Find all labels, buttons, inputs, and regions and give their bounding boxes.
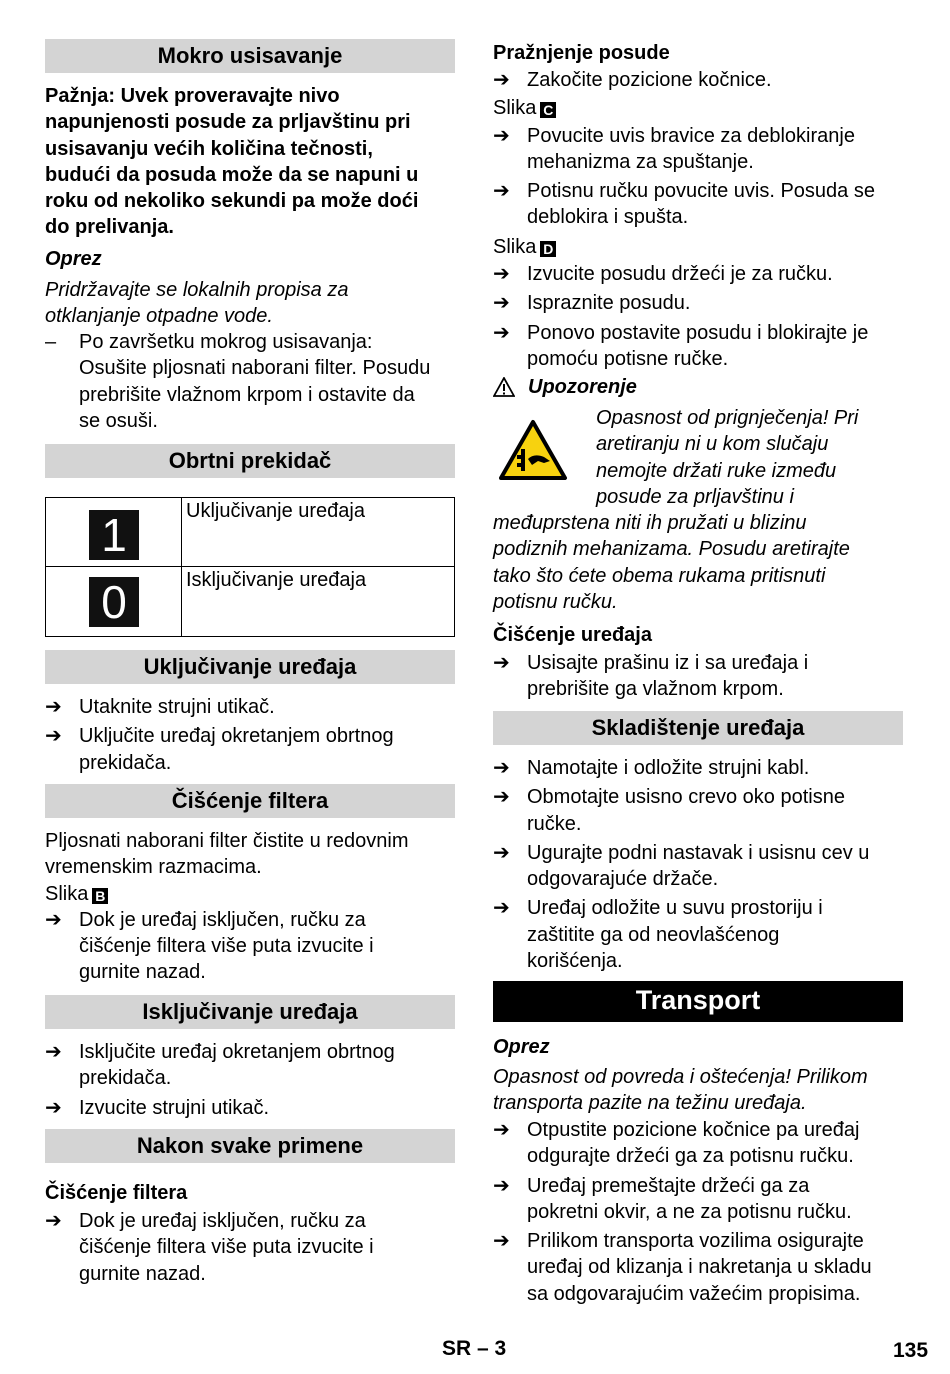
warning-triangle-icon — [493, 377, 515, 397]
list-item: ➔ Namotajte i odložite strujni kabl. — [493, 755, 903, 781]
arrow-icon: ➔ — [45, 1041, 62, 1063]
arrow-icon: ➔ — [493, 69, 510, 91]
list-item: ➔ Utaknite strujni utikač. — [45, 694, 455, 720]
list-item: ➔ Dok je uređaj isključen, ručku za čišćenje filtera više puta izvucite i gurnite nazad. — [45, 908, 374, 984]
arrow-icon: ➔ — [493, 263, 510, 286]
dash-marker: – — [45, 331, 57, 353]
heading-transport: Transport — [493, 981, 903, 1022]
crush-hazard-icon — [498, 419, 568, 481]
figure-ref-c: Slika C — [493, 95, 903, 121]
arrow-icon: ➔ — [493, 1174, 510, 1197]
arrow-icon: ➔ — [493, 321, 510, 344]
list-item: ➔ Usisajte prašinu iz i sa uređaja i prebrišite ga vlažnom krpom. — [493, 652, 809, 701]
filter-text: Pljosnati naborani filter čistite u redovnim vremenskim razmacima. Slika B ➔ Dok je uređaj isključen, ručku za čišćenje filtera više puta izvucite i gurnite nazad. — [45, 828, 455, 986]
empty-list-1 — [493, 67, 903, 372]
figure-ref-b: Slika B — [45, 881, 455, 907]
figure-letter-icon: D — [540, 241, 556, 257]
list-item: ➔ Obmotajte usisno crevo oko potisne ručke. — [493, 786, 845, 835]
clean-subheading: Čišćenje uređaja — [493, 624, 652, 646]
arrow-icon: ➔ — [45, 1210, 62, 1232]
switch-label-off: Isključivanje uređaja — [186, 569, 367, 591]
turn-on-list — [45, 694, 455, 776]
arrow-icon: ➔ — [45, 696, 62, 718]
danger-text-full: međuprstena niti ih pružati u blizinu podiznih mehanizama. Posudu aretirajte tako što ćete obema rukama pritisnuti potisnu ručku. — [493, 512, 850, 613]
list-item: ➔ Isključite uređaj okretanjem obrtnog prekidača. — [45, 1041, 395, 1090]
after-list — [45, 1208, 455, 1287]
switch-symbol-0: 0 — [89, 577, 139, 627]
after-subheading: Čišćenje filtera — [45, 1182, 188, 1204]
clean-list — [493, 650, 903, 703]
list-item: ➔ Zakočite pozicione kočnice. — [493, 67, 903, 93]
danger-text-indented: Opasnost od prignječenja! Pri aretiranju ni u kom slučaju nemojte držati ruke između posude za prljavštinu i — [596, 407, 859, 508]
wet-caution-label: Oprez — [45, 248, 102, 270]
figure-letter-icon: C — [540, 102, 556, 118]
heading-rotary-switch: Obrtni prekidač — [45, 444, 455, 478]
heading-storage: Skladištenje uređaja — [493, 711, 903, 745]
wet-dash-item: – Po završetku mokrog usisavanja: Osušite pljosnati naborani filter. Posudu prebrišite vlažnom krpom i ostavite da se osuši. — [45, 331, 431, 432]
arrow-icon: ➔ — [493, 841, 510, 864]
heading-filter-cleaning: Čišćenje filtera — [45, 784, 455, 818]
list-item: ➔ Uređaj odložite u suvu prostoriju i zaštitite ga od neovlašćenog korišćenja. — [493, 897, 823, 973]
footer-section: SR – 3 — [442, 1337, 507, 1360]
wet-caution-text: Pridržavajte se lokalnih propisa za otklanjanje otpadne vode. — [45, 279, 349, 328]
arrow-icon: ➔ — [493, 786, 510, 809]
danger-block — [493, 374, 903, 615]
switch-row-off — [46, 567, 454, 636]
transport-caution-label: Oprez — [493, 1036, 550, 1058]
wet-warning: Pažnja: Uvek proveravajte nivo napunjenosti posude za prljavštinu pri usisavanju većih količina tečnosti, budući da posuda može da se napuni u roku od nekoliko sekundi pa može doći do prelivanja. — [45, 85, 419, 239]
heading-after-use: Nakon svake primene — [45, 1129, 455, 1163]
list-item: ➔ Uređaj premeštajte držeći ga za pokretni okvir, a ne za potisnu ručku. — [493, 1174, 852, 1223]
storage-list — [493, 755, 903, 974]
switch-table — [45, 497, 455, 637]
switch-row-on — [46, 498, 454, 567]
arrow-icon: ➔ — [493, 1119, 510, 1141]
arrow-icon: ➔ — [493, 124, 510, 147]
list-item: ➔ Prilikom transporta vozilima osigurajte uređaj od klizanja i nakretanja u skladu sa odgovarajućim važećim propisima. — [493, 1230, 872, 1305]
transport-list — [493, 1117, 903, 1307]
heading-turn-on: Uključivanje uređaja — [45, 650, 455, 684]
list-item: ➔ Izvucite posudu držeći je za ručku. — [493, 261, 903, 287]
list-item: ➔ Otpustite pozicione kočnice pa uređaj odgurajte držeći ga za potisnu ručku. — [493, 1119, 860, 1168]
list-item: ➔ Povucite uvis bravice za deblokiranje mehanizma za spuštanje. — [493, 124, 855, 173]
heading-wet-vacuuming: Mokro usisavanje — [45, 39, 455, 73]
list-item: ➔ Ispraznite posudu. — [493, 290, 903, 316]
arrow-icon: ➔ — [493, 897, 510, 920]
transport-caution-text: Opasnost od povreda i oštećenja! Prilikom transporta pazite na težinu uređaja. — [493, 1066, 868, 1115]
switch-label-on: Uključivanje uređaja — [186, 500, 365, 522]
empty-subheading: Pražnjenje posude — [493, 42, 670, 64]
list-item: ➔ Izvucite strujni utikač. — [45, 1095, 455, 1121]
arrow-icon: ➔ — [45, 725, 62, 748]
list-item: ➔ Ponovo postavite posudu i blokirajte je pomoću potisne ručke. — [493, 321, 869, 370]
arrow-icon: ➔ — [493, 292, 510, 315]
turn-off-list — [45, 1039, 455, 1121]
list-item: ➔ Dok je uređaj isključen, ručku za čišćenje filtera više puta izvucite i gurnite nazad. — [45, 1210, 374, 1285]
arrow-icon: ➔ — [493, 1230, 510, 1253]
arrow-icon: ➔ — [493, 180, 510, 203]
list-item: ➔ Ugurajte podni nastavak i usisnu cev u odgovarajuće držače. — [493, 841, 870, 891]
figure-letter-icon: B — [92, 888, 108, 904]
arrow-icon: ➔ — [493, 652, 510, 674]
arrow-icon: ➔ — [45, 1096, 62, 1119]
arrow-icon: ➔ — [493, 757, 510, 779]
heading-turn-off: Isključivanje uređaja — [45, 995, 455, 1029]
list-item: ➔ Uključite uređaj okretanjem obrtnog prekidača. — [45, 725, 394, 774]
figure-ref-d: Slika D — [493, 234, 903, 260]
switch-symbol-1: 1 — [89, 510, 139, 560]
arrow-icon: ➔ — [45, 908, 62, 931]
danger-label: Upozorenje — [528, 376, 637, 398]
list-item: ➔ Potisnu ručku povucite uvis. Posuda se deblokira i spušta. — [493, 180, 875, 229]
footer-page-number: 135 — [893, 1339, 929, 1362]
